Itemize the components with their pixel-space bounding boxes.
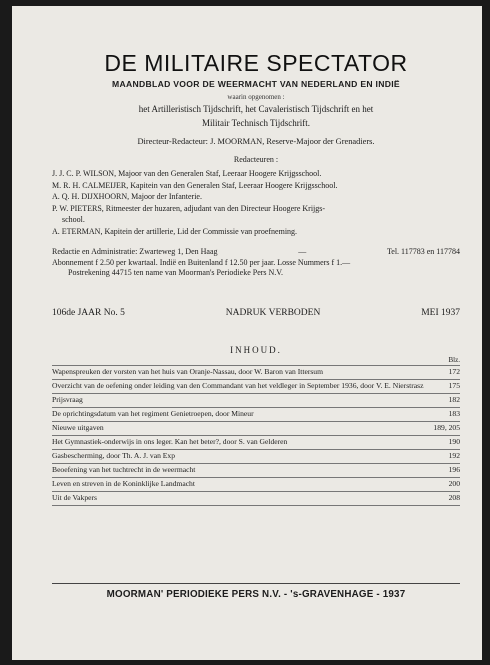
toc-entry xyxy=(52,380,460,394)
editor-member-continuation: school. xyxy=(62,215,85,224)
incorporated-journals-line2: Militair Technisch Tijdschrift. xyxy=(202,118,310,128)
editor-in-chief: Directeur-Redacteur: J. MOORMAN, Reserve-Majoor der Grenadiers. xyxy=(137,137,375,146)
dash: — xyxy=(298,247,307,256)
publisher-footer: MOORMAN' PERIODIEKE PERS N.V. - 's-GRAVENHAGE - 1937 xyxy=(52,583,460,600)
toc-entry-page: 183 xyxy=(448,409,460,418)
toc-entry xyxy=(52,464,460,478)
editor-member: A. Q. H. DIJXHOORN, Majoor der Infanterie. xyxy=(52,192,202,201)
telephone: Tel. 117783 en 117784 xyxy=(386,247,460,256)
editor-member: A. ETERMAN, Kapitein der artillerie, Lid der Commissie van proefneming. xyxy=(52,226,298,236)
editor-member: M. R. H. CALMEIJER, Kapitein van den Generalen Staf, Leeraar Hoogere Krijgsschool. xyxy=(52,180,338,190)
page-column-label: Blz. xyxy=(448,355,460,364)
toc-entry xyxy=(52,394,460,408)
subscription: Abonnement f 2.50 per kwartaal. Indië en Buitenland f 12.50 per jaar. Losse Nummers f 1.— xyxy=(52,257,351,267)
toc-entry-page: 182 xyxy=(448,395,460,404)
toc-entry xyxy=(52,365,460,380)
address: Redactie en Administratie: Zwarteweg 1, Den Haag xyxy=(52,247,218,256)
toc-entry-title: Gasbescherming, door Th. A. J. van Exp xyxy=(52,451,176,460)
toc-entry xyxy=(52,408,460,422)
editor-member: J. J. C. P. WILSON, Majoor van den Generalen Staf, Leeraar Hoogere Krijgsschool. xyxy=(52,169,322,178)
reprint-notice: NADRUK VERBODEN xyxy=(225,307,321,318)
address-row xyxy=(52,247,460,258)
toc-entry-page: 208 xyxy=(448,493,460,502)
table-of-contents xyxy=(52,365,460,506)
toc-entry xyxy=(52,492,460,506)
toc-entry-title: Uit de Vakpers xyxy=(52,493,97,502)
toc-entry xyxy=(52,422,460,436)
editors-heading: Redacteuren : xyxy=(233,155,279,164)
toc-entry-title: Nieuwe uitgaven xyxy=(52,423,104,432)
editors-list xyxy=(52,168,460,237)
incorporated-journals-line1: het Artilleristisch Tijdschrift, het Cavaleristisch Tijdschrift en het xyxy=(138,104,374,114)
toc-entry-page: 175 xyxy=(448,381,460,390)
issue-date: MEI 1937 xyxy=(421,307,460,318)
issue-year-number: 106de JAAR No. 5 xyxy=(52,307,125,318)
administration-block xyxy=(52,247,460,279)
toc-entry-page: 190 xyxy=(448,437,460,446)
toc-entry-page: 192 xyxy=(448,451,460,460)
toc-entry-title: Overzicht van de oefening onder leiding van den Commandant van het veldleger in September 1936, door V. E. Nierstrasz xyxy=(52,381,424,390)
toc-entry-title: De oprichtingsdatum van het regiment Genietroepen, door Mineur xyxy=(52,409,254,418)
incorporating-note: waarin opgenomen : xyxy=(227,93,285,101)
postal-account: Postrekening 44715 ten name van Moorman's Periodieke Pers N.V. xyxy=(68,268,284,277)
toc-heading: INHOUD. xyxy=(230,344,282,355)
toc-entry-title: Het Gymnastiek-onderwijs in ons leger. Kan het beter?, door S. van Gelderen xyxy=(52,437,288,446)
toc-entry-page: 200 xyxy=(448,479,460,488)
journal-subtitle: MAANDBLAD VOOR DE WEERMACHT VAN NEDERLAND EN INDIË xyxy=(112,79,400,89)
toc-entry xyxy=(52,478,460,492)
toc-entry-page: 196 xyxy=(448,465,460,474)
toc-entry-page: 189, 205 xyxy=(433,423,460,432)
issue-line xyxy=(52,307,460,319)
toc-entry-page: 172 xyxy=(448,367,460,376)
journal-title: DE MILITAIRE SPECTATOR xyxy=(104,50,408,76)
toc-entry-title: Prijsvraag xyxy=(52,395,83,404)
editor-member: P. W. PIETERS, Ritmeester der huzaren, adjudant van den Directeur Hoogere Krijgs- xyxy=(52,203,326,213)
toc-entry xyxy=(52,450,460,464)
toc-entry-title: Beoefening van het tuchtrecht in de weermacht xyxy=(52,465,196,474)
toc-entry-title: Wapenspreuken der vorsten van het huis van Oranje-Nassau, door W. Baron van Ittersum xyxy=(52,367,324,376)
toc-entry-title: Leven en streven in de Koninklijke Landmacht xyxy=(52,479,195,488)
toc-entry xyxy=(52,436,460,450)
document-page xyxy=(12,6,482,660)
